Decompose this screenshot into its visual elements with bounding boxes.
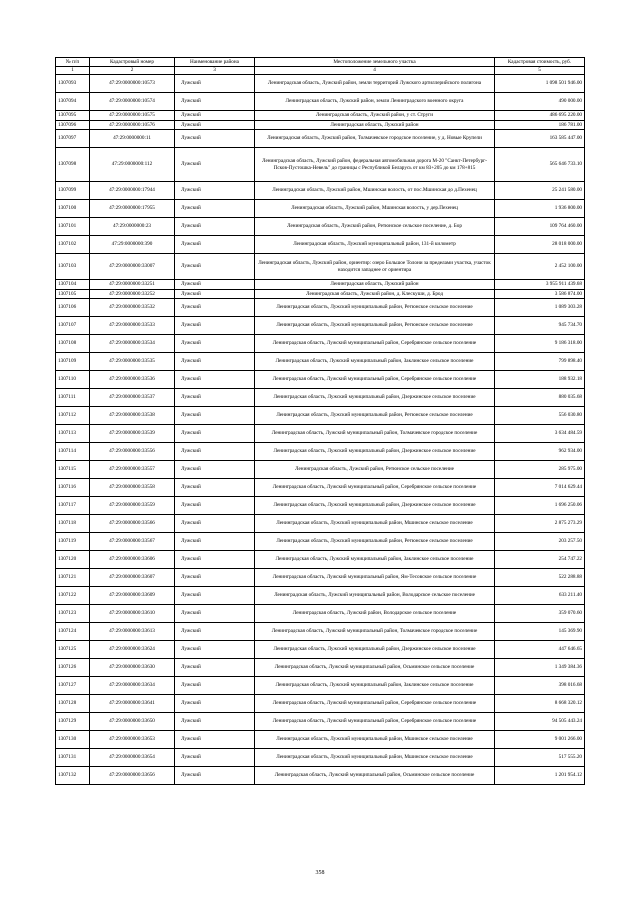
table-row	[56, 353, 585, 371]
row-number: 1307126	[56, 659, 90, 677]
row-number: 1307109	[56, 353, 90, 371]
district-name: Лужский	[175, 120, 255, 130]
column-index: 5	[495, 67, 585, 75]
district-name: Лужский	[175, 461, 255, 479]
cadastral-number: 47:29:0000000:17955	[90, 200, 175, 218]
table-row	[56, 182, 585, 200]
cadastral-number: 47:29:0000000:11	[90, 130, 175, 148]
cadastral-number: 47:29:0000000:33607	[90, 569, 175, 587]
district-name: Лужский	[175, 731, 255, 749]
district-name: Лужский	[175, 289, 255, 299]
cadastral-cost: 285 975.00	[495, 461, 585, 479]
cadastral-cost: 9 186 318.00	[495, 335, 585, 353]
parcel-location: Ленинградская область, Лужский муниципальный район, Ретюнское сельское поселение	[255, 407, 495, 425]
cadastral-cost: 1 936 800.00	[495, 200, 585, 218]
district-name: Лужский	[175, 254, 255, 280]
table-row	[56, 497, 585, 515]
parcel-location: Ленинградская область, Лужский район, у ст. Струги	[255, 111, 495, 121]
parcel-location: Ленинградская область, Лужский муниципальный район, Мшинское сельское поселение	[255, 515, 495, 533]
cadastral-cost: 1 696 250.06	[495, 497, 585, 515]
table-row	[56, 587, 585, 605]
row-number: 1307100	[56, 200, 90, 218]
cadastral-cost: 799 898.40	[495, 353, 585, 371]
cadastral-number: 47:29:0000000:390	[90, 236, 175, 254]
row-number: 1307105	[56, 289, 90, 299]
row-number: 1307115	[56, 461, 90, 479]
cadastral-cost: 490 000.00	[495, 93, 585, 111]
parcel-location: Ленинградская область, Лужский муниципальный район, Ретюнское сельское поселение	[255, 533, 495, 551]
cadastral-number: 47:29:0000000:33558	[90, 479, 175, 497]
table-row	[56, 148, 585, 182]
cadastral-number: 47:29:0000000:33641	[90, 695, 175, 713]
cadastral-cost: 522 288.88	[495, 569, 585, 587]
table-row	[56, 407, 585, 425]
district-name: Лужский	[175, 236, 255, 254]
district-name: Лужский	[175, 182, 255, 200]
parcel-location: Ленинградская область, Лужский район	[255, 120, 495, 130]
header-location: Местоположение земельного участка	[255, 58, 495, 67]
column-index: 2	[90, 67, 175, 75]
row-number: 1307110	[56, 371, 90, 389]
table-row	[56, 289, 585, 299]
header-district: Наименование района	[175, 58, 255, 67]
cadastral-cost: 3 634 484.59	[495, 425, 585, 443]
table-row	[56, 200, 585, 218]
row-number: 1307102	[56, 236, 90, 254]
cadastral-number: 47:29:0000000:10575	[90, 111, 175, 121]
cadastral-cost: 94 505 443.24	[495, 713, 585, 731]
table-row	[56, 605, 585, 623]
cadastral-cost: 1 349 384.36	[495, 659, 585, 677]
parcel-location: Ленинградская область, Лужский район, ориентир: озеро Большое Толони за пределами участка, участок находится западнее от ориентира	[255, 254, 495, 280]
cadastral-cost: 565 646 733.10	[495, 148, 585, 182]
table-row	[56, 93, 585, 111]
row-number: 1307128	[56, 695, 90, 713]
cadastral-cost: 1 089 303.28	[495, 299, 585, 317]
cadastral-number: 47:29:0000000:33566	[90, 515, 175, 533]
table-row	[56, 767, 585, 785]
district-name: Лужский	[175, 443, 255, 461]
parcel-location: Ленинградская область, Лужский район, д. Клескуши, д. Брод	[255, 289, 495, 299]
parcel-location: Ленинградская область, Лужский муниципальный район, Серебрянское сельское поселение	[255, 695, 495, 713]
table-row	[56, 623, 585, 641]
district-name: Лужский	[175, 407, 255, 425]
cadastral-cost: 633 211.40	[495, 587, 585, 605]
cadastral-value-table	[55, 57, 585, 785]
cadastral-number: 47:29:0000000:33556	[90, 443, 175, 461]
row-number: 1307097	[56, 130, 90, 148]
cadastral-cost: 188 932.18	[495, 371, 585, 389]
parcel-location: Ленинградская область, Лужский муниципальный район, Толмачевское городское поселение	[255, 425, 495, 443]
cadastral-cost: 3 955 911 439.68	[495, 280, 585, 290]
district-name: Лужский	[175, 111, 255, 121]
table-row	[56, 317, 585, 335]
cadastral-cost: 186 781.00	[495, 120, 585, 130]
row-number: 1307098	[56, 148, 90, 182]
table-row	[56, 515, 585, 533]
header-cost: Кадастровая стоимость, руб.	[495, 58, 585, 67]
district-name: Лужский	[175, 335, 255, 353]
cadastral-cost: 28 018 000.00	[495, 236, 585, 254]
parcel-location: Ленинградская область, Лужский муниципальный район, Ям-Тесовское сельское поселение	[255, 569, 495, 587]
table-row	[56, 236, 585, 254]
cadastral-number: 47:29:0000000:33630	[90, 659, 175, 677]
table-row	[56, 461, 585, 479]
row-number: 1307095	[56, 111, 90, 121]
table-row	[56, 130, 585, 148]
cadastral-number: 47:29:0000000:10574	[90, 93, 175, 111]
table-row	[56, 75, 585, 93]
district-name: Лужский	[175, 425, 255, 443]
cadastral-cost: 163 585 447.00	[495, 130, 585, 148]
parcel-location: Ленинградская область, Лужский муниципальный район, Володарское сельское поселение	[255, 587, 495, 605]
table-row	[56, 695, 585, 713]
cadastral-number: 47:29:0000000:33606	[90, 551, 175, 569]
cadastral-cost: 254 747.22	[495, 551, 585, 569]
table-row	[56, 218, 585, 236]
parcel-location: Ленинградская область, Лужский муниципальный район, Ретюнское сельское поселение	[255, 299, 495, 317]
district-name: Лужский	[175, 695, 255, 713]
row-number: 1307130	[56, 731, 90, 749]
parcel-location: Ленинградская область, Лужский муниципальный район, Дзержинское сельское поселение	[255, 443, 495, 461]
column-index: 3	[175, 67, 255, 75]
parcel-location: Ленинградская область, Лужский муниципальный район, Мшинское сельское поселение	[255, 731, 495, 749]
parcel-location: Ленинградская область, Лужский муниципальный район, 131-й километр	[255, 236, 495, 254]
row-number: 1307096	[56, 120, 90, 130]
district-name: Лужский	[175, 317, 255, 335]
parcel-location: Ленинградская область, Лужский муниципальный район, Мшинское сельское поселение	[255, 749, 495, 767]
cadastral-number: 47:29:0000000:33535	[90, 353, 175, 371]
district-name: Лужский	[175, 641, 255, 659]
table-row	[56, 731, 585, 749]
cadastral-cost: 2 452 100.00	[495, 254, 585, 280]
parcel-location: Ленинградская область, Лужский район, Ретюнское сельское поселение, д. Бор	[255, 218, 495, 236]
page-number: 358	[315, 870, 325, 876]
cadastral-number: 47:29:0000000:33251	[90, 280, 175, 290]
parcel-location: Ленинградская область, Лужский район, Толмачевское городское поселение, у д. Новые Крупели	[255, 130, 495, 148]
row-number: 1307101	[56, 218, 90, 236]
parcel-location: Ленинградская область, Лужский муниципальный район, Осьминское сельское поселение	[255, 767, 495, 785]
cadastral-number: 47:29:0000000:33624	[90, 641, 175, 659]
district-name: Лужский	[175, 353, 255, 371]
district-name: Лужский	[175, 623, 255, 641]
cadastral-number: 47:29:0000000:33007	[90, 254, 175, 280]
table-row	[56, 111, 585, 121]
row-number: 1307132	[56, 767, 90, 785]
district-name: Лужский	[175, 148, 255, 182]
cadastral-number: 47:29:0000000:33538	[90, 407, 175, 425]
cadastral-cost: 9 001 266.00	[495, 731, 585, 749]
column-index-row	[56, 67, 585, 75]
cadastral-cost: 8 668 320.12	[495, 695, 585, 713]
row-number: 1307131	[56, 749, 90, 767]
row-number: 1307103	[56, 254, 90, 280]
cadastral-number: 47:29:0000000:33536	[90, 371, 175, 389]
district-name: Лужский	[175, 587, 255, 605]
district-name: Лужский	[175, 371, 255, 389]
cadastral-cost: 517 555.20	[495, 749, 585, 767]
row-number: 1307104	[56, 280, 90, 290]
cadastral-number: 47:29:0000000:33609	[90, 587, 175, 605]
district-name: Лужский	[175, 749, 255, 767]
parcel-location: Ленинградская область, Лужский муниципальный район, Заклинское сельское поселение	[255, 551, 495, 569]
row-number: 1307122	[56, 587, 90, 605]
district-name: Лужский	[175, 93, 255, 111]
header-number: № п/п	[56, 58, 90, 67]
cadastral-number: 47:29:0000000:23	[90, 218, 175, 236]
row-number: 1307099	[56, 182, 90, 200]
cadastral-cost: 486 695 220.00	[495, 111, 585, 121]
table-row	[56, 443, 585, 461]
parcel-location: Ленинградская область, Лужский муниципальный район, Ретюнское сельское поселение	[255, 317, 495, 335]
cadastral-number: 47:29:0000000:33567	[90, 533, 175, 551]
district-name: Лужский	[175, 713, 255, 731]
table-row	[56, 551, 585, 569]
cadastral-cost: 962 934.00	[495, 443, 585, 461]
cadastral-number: 47:29:0000000:112	[90, 148, 175, 182]
parcel-location: Ленинградская область, Лужский муниципальный район, Осьминское сельское поселение	[255, 659, 495, 677]
header-cadastral-number: Кадастровый номер	[90, 58, 175, 67]
parcel-location: Ленинградская область, Лужский муниципальный район, Заклинское сельское поселение	[255, 353, 495, 371]
parcel-location: Ленинградская область, Лужский район, федеральная автомобильная дорога М-20 "Санкт-Петербург-Псков-Пустошка-Невель" до границы с Республикой Беларусь от км 83+205 до км 178+815	[255, 148, 495, 182]
row-number: 1307121	[56, 569, 90, 587]
cadastral-cost: 25 241 580.00	[495, 182, 585, 200]
cadastral-number: 47:29:0000000:33534	[90, 335, 175, 353]
cadastral-number: 47:29:0000000:33532	[90, 299, 175, 317]
district-name: Лужский	[175, 551, 255, 569]
cadastral-cost: 145 369.90	[495, 623, 585, 641]
cadastral-cost: 880 035.68	[495, 389, 585, 407]
row-number: 1307129	[56, 713, 90, 731]
row-number: 1307093	[56, 75, 90, 93]
table-row	[56, 254, 585, 280]
parcel-location: Ленинградская область, Лужский муниципальный район, Серебрянское сельское поселение	[255, 713, 495, 731]
cadastral-cost: 945 734.70	[495, 317, 585, 335]
row-number: 1307118	[56, 515, 90, 533]
row-number: 1307107	[56, 317, 90, 335]
cadastral-number: 47:29:0000000:33610	[90, 605, 175, 623]
table-row	[56, 659, 585, 677]
row-number: 1307113	[56, 425, 90, 443]
row-number: 1307117	[56, 497, 90, 515]
parcel-location: Ленинградская область, Лужский район, Мшинская волость, от пос.Мшинская до д.Пехенец	[255, 182, 495, 200]
row-number: 1307114	[56, 443, 90, 461]
parcel-location: Ленинградская область, Лужский район, Мшинская волость, у дер.Пехенец	[255, 200, 495, 218]
table-row	[56, 425, 585, 443]
parcel-location: Ленинградская область, Лужский район, земли Ленинградского военного округа	[255, 93, 495, 111]
cadastral-number: 47:29:0000000:33613	[90, 623, 175, 641]
parcel-location: Ленинградская область, Лужский район, земли территорий Лужского артиллерийского полигона	[255, 75, 495, 93]
table-row	[56, 120, 585, 130]
table-row	[56, 389, 585, 407]
cadastral-number: 47:29:0000000:33650	[90, 713, 175, 731]
parcel-location: Ленинградская область, Лужский муниципальный район, Серебрянское сельское поселение	[255, 335, 495, 353]
table-row	[56, 677, 585, 695]
district-name: Лужский	[175, 389, 255, 407]
district-name: Лужский	[175, 299, 255, 317]
parcel-location: Ленинградская область, Лужский муниципальный район, Дзержинское сельское поселение	[255, 389, 495, 407]
district-name: Лужский	[175, 497, 255, 515]
cadastral-number: 47:29:0000000:10576	[90, 120, 175, 130]
cadastral-number: 47:29:0000000:33533	[90, 317, 175, 335]
district-name: Лужский	[175, 659, 255, 677]
table-row	[56, 371, 585, 389]
table-row	[56, 641, 585, 659]
district-name: Лужский	[175, 677, 255, 695]
cadastral-number: 47:29:0000000:33559	[90, 497, 175, 515]
cadastral-number: 47:29:0000000:33654	[90, 749, 175, 767]
row-number: 1307120	[56, 551, 90, 569]
parcel-location: Ленинградская область, Лужский муниципальный район, Серебрянское сельское поселение	[255, 371, 495, 389]
document-page	[55, 57, 584, 785]
cadastral-cost: 359 070.60	[495, 605, 585, 623]
row-number: 1307111	[56, 389, 90, 407]
row-number: 1307119	[56, 533, 90, 551]
cadastral-cost: 1 201 954.12	[495, 767, 585, 785]
row-number: 1307125	[56, 641, 90, 659]
table-row	[56, 749, 585, 767]
row-number: 1307108	[56, 335, 90, 353]
table-row	[56, 713, 585, 731]
table-row	[56, 280, 585, 290]
parcel-location: Ленинградская область, Лужский муниципальный район, Заклинское сельское поселение	[255, 677, 495, 695]
parcel-location: Ленинградская область, Лужский муниципальный район, Толмачевское городское поселение	[255, 623, 495, 641]
district-name: Лужский	[175, 605, 255, 623]
row-number: 1307127	[56, 677, 90, 695]
table-row	[56, 569, 585, 587]
cadastral-cost: 1 098 501 946.00	[495, 75, 585, 93]
district-name: Лужский	[175, 218, 255, 236]
parcel-location: Ленинградская область, Лужский район	[255, 280, 495, 290]
table-row	[56, 299, 585, 317]
district-name: Лужский	[175, 569, 255, 587]
cadastral-number: 47:29:0000000:10573	[90, 75, 175, 93]
table-row	[56, 335, 585, 353]
cadastral-cost: 7 014 629.44	[495, 479, 585, 497]
row-number: 1307116	[56, 479, 90, 497]
cadastral-cost: 447 646.65	[495, 641, 585, 659]
row-number: 1307124	[56, 623, 90, 641]
cadastral-cost: 109 764 460.00	[495, 218, 585, 236]
district-name: Лужский	[175, 479, 255, 497]
cadastral-cost: 398 016.68	[495, 677, 585, 695]
table-header-row	[56, 58, 585, 67]
row-number: 1307106	[56, 299, 90, 317]
cadastral-number: 47:29:0000000:33634	[90, 677, 175, 695]
district-name: Лужский	[175, 533, 255, 551]
row-number: 1307123	[56, 605, 90, 623]
district-name: Лужский	[175, 130, 255, 148]
table-row	[56, 533, 585, 551]
district-name: Лужский	[175, 767, 255, 785]
parcel-location: Ленинградская область, Лужский район, Ретюнское сельское поселение	[255, 461, 495, 479]
cadastral-number: 47:29:0000000:17944	[90, 182, 175, 200]
parcel-location: Ленинградская область, Лужский муниципальный район, Серебрянское сельское поселение	[255, 479, 495, 497]
cadastral-number: 47:29:0000000:33656	[90, 767, 175, 785]
cadastral-cost: 3 586 874.00	[495, 289, 585, 299]
district-name: Лужский	[175, 280, 255, 290]
row-number: 1307094	[56, 93, 90, 111]
district-name: Лужский	[175, 75, 255, 93]
district-name: Лужский	[175, 515, 255, 533]
parcel-location: Ленинградская область, Лужский муниципальный район, Дзержинское сельское поселение	[255, 641, 495, 659]
column-index: 4	[255, 67, 495, 75]
parcel-location: Ленинградская область, Лужский район, Володарское сельское поселение	[255, 605, 495, 623]
table-body	[56, 75, 585, 785]
cadastral-number: 47:29:0000000:33557	[90, 461, 175, 479]
cadastral-number: 47:29:0000000:33539	[90, 425, 175, 443]
cadastral-cost: 203 257.50	[495, 533, 585, 551]
cadastral-number: 47:29:0000000:33252	[90, 289, 175, 299]
table-row	[56, 479, 585, 497]
district-name: Лужский	[175, 200, 255, 218]
cadastral-cost: 2 875 273.29	[495, 515, 585, 533]
cadastral-number: 47:29:0000000:33653	[90, 731, 175, 749]
row-number: 1307112	[56, 407, 90, 425]
cadastral-cost: 556 030.80	[495, 407, 585, 425]
parcel-location: Ленинградская область, Лужский муниципальный район, Дзержинское сельское поселение	[255, 497, 495, 515]
cadastral-number: 47:29:0000000:33537	[90, 389, 175, 407]
column-index: 1	[56, 67, 90, 75]
